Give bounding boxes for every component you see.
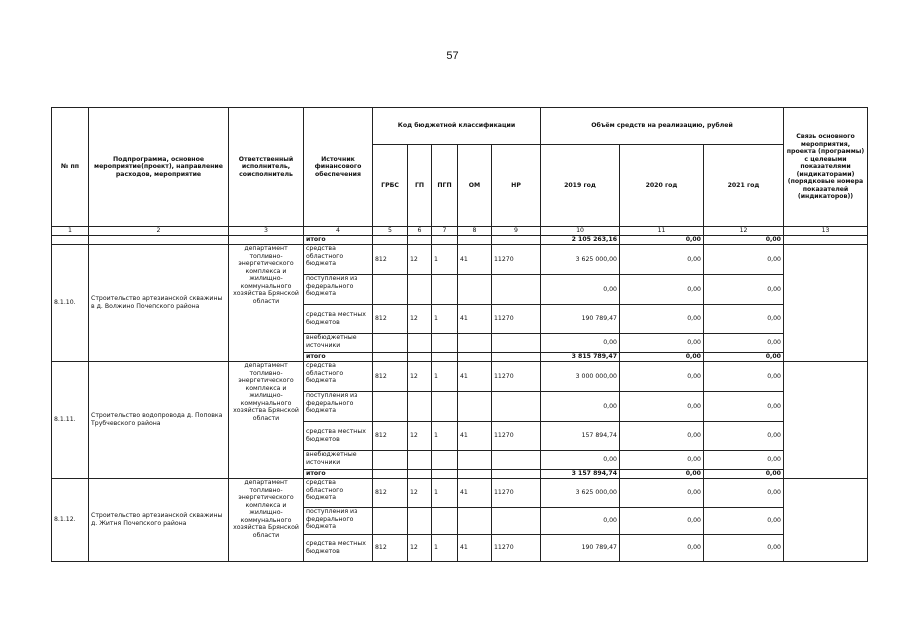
- value-2020: 0,00: [620, 245, 704, 275]
- source-cell: средства местных бюджетов: [304, 422, 373, 451]
- pgp-cell: 1: [432, 362, 458, 392]
- value-2019: 0,00: [541, 275, 620, 305]
- link-cell: [784, 479, 868, 562]
- pgp-cell: 1: [432, 422, 458, 451]
- column-number: 3: [229, 227, 304, 236]
- header-budget-code: Код бюджетной классификации: [373, 108, 541, 145]
- total-label: итого: [304, 353, 373, 362]
- total-2019: 3 157 894,74: [541, 470, 620, 479]
- link-cell: [784, 245, 868, 362]
- value-2020: 0,00: [620, 275, 704, 305]
- total-2020: 0,00: [620, 236, 704, 245]
- header-grbs: ГРБС: [373, 145, 408, 227]
- gp-cell: [408, 451, 432, 470]
- pgp-cell: [432, 334, 458, 353]
- column-number: 2: [89, 227, 229, 236]
- column-number: 12: [704, 227, 784, 236]
- pgp-cell: [432, 451, 458, 470]
- om-cell: 41: [458, 362, 492, 392]
- value-2021: 0,00: [704, 479, 784, 508]
- grbs-cell: 812: [373, 362, 408, 392]
- np-cell: 11270: [492, 362, 541, 392]
- item-name: Строительство водопровода д. Поповка Трубчевского района: [89, 362, 229, 479]
- value-2021: 0,00: [704, 422, 784, 451]
- gp-cell: [408, 275, 432, 305]
- om-cell: 41: [458, 245, 492, 275]
- item-responsible: департамент топливно-энергетического комплекса и жилищно-коммунального хозяйства Брянской области: [229, 479, 304, 562]
- total-2020: 0,00: [620, 470, 704, 479]
- table-row: [52, 362, 868, 392]
- column-number: 10: [541, 227, 620, 236]
- pgp-cell: [432, 508, 458, 535]
- source-cell: средства областного бюджета: [304, 362, 373, 392]
- item-responsible: департамент топливно-энергетического комплекса и жилищно-коммунального хозяйства Брянской области: [229, 362, 304, 479]
- total-label: итого: [304, 470, 373, 479]
- item-name: Строительство артезианской скважины д. Житня Почепского района: [89, 479, 229, 562]
- header-2021: 2021 год: [704, 145, 784, 227]
- header-source: Источник финансового обеспечения: [304, 108, 373, 227]
- gp-cell: 12: [408, 245, 432, 275]
- grbs-cell: [373, 392, 408, 422]
- value-2021: 0,00: [704, 451, 784, 470]
- total-row: [52, 236, 868, 245]
- header-np: НР: [492, 145, 541, 227]
- np-cell: [492, 508, 541, 535]
- pgp-cell: 1: [432, 305, 458, 334]
- header-2020: 2020 год: [620, 145, 704, 227]
- link-cell: [784, 362, 868, 479]
- value-2020: 0,00: [620, 422, 704, 451]
- column-number: 8: [458, 227, 492, 236]
- value-2020: 0,00: [620, 334, 704, 353]
- source-cell: поступления из федерального бюджета: [304, 508, 373, 535]
- page-number: 57: [446, 50, 459, 62]
- om-cell: [458, 508, 492, 535]
- grbs-cell: 812: [373, 535, 408, 562]
- om-cell: 41: [458, 535, 492, 562]
- item-responsible: департамент топливно-энергетического комплекса и жилищно-коммунального хозяйства Брянской области: [229, 245, 304, 362]
- column-number: 5: [373, 227, 408, 236]
- value-2021: 0,00: [704, 305, 784, 334]
- header-responsible: Ответственный исполнитель, соисполнитель: [229, 108, 304, 227]
- source-cell: средства местных бюджетов: [304, 305, 373, 334]
- gp-cell: [408, 334, 432, 353]
- np-cell: 11270: [492, 305, 541, 334]
- budget-table: [51, 107, 868, 562]
- value-2019: 0,00: [541, 334, 620, 353]
- gp-cell: 12: [408, 305, 432, 334]
- total-2020: 0,00: [620, 353, 704, 362]
- header-2019: 2019 год: [541, 145, 620, 227]
- header-om: ОМ: [458, 145, 492, 227]
- value-2019: 190 789,47: [541, 535, 620, 562]
- header-pgp: ПГП: [432, 145, 458, 227]
- grbs-cell: [373, 451, 408, 470]
- source-cell: поступления из федерального бюджета: [304, 392, 373, 422]
- item-number: 8.1.12.: [52, 479, 89, 562]
- value-2019: 3 625 000,00: [541, 245, 620, 275]
- np-cell: 11270: [492, 245, 541, 275]
- value-2020: 0,00: [620, 479, 704, 508]
- gp-cell: 12: [408, 422, 432, 451]
- grbs-cell: 812: [373, 422, 408, 451]
- source-cell: средства областного бюджета: [304, 479, 373, 508]
- om-cell: [458, 392, 492, 422]
- pgp-cell: [432, 275, 458, 305]
- pgp-cell: 1: [432, 535, 458, 562]
- om-cell: 41: [458, 422, 492, 451]
- value-2019: 157 894,74: [541, 422, 620, 451]
- gp-cell: [408, 508, 432, 535]
- np-cell: [492, 392, 541, 422]
- grbs-cell: [373, 275, 408, 305]
- item-number: 8.1.11.: [52, 362, 89, 479]
- header-num: № пп: [52, 108, 89, 227]
- value-2021: 0,00: [704, 508, 784, 535]
- header-gp: ГП: [408, 145, 432, 227]
- source-cell: средства областного бюджета: [304, 245, 373, 275]
- value-2020: 0,00: [620, 451, 704, 470]
- value-2021: 0,00: [704, 275, 784, 305]
- value-2021: 0,00: [704, 362, 784, 392]
- column-number: 9: [492, 227, 541, 236]
- column-number: 7: [432, 227, 458, 236]
- value-2020: 0,00: [620, 362, 704, 392]
- source-cell: внебюджетные источники: [304, 451, 373, 470]
- grbs-cell: 812: [373, 479, 408, 508]
- om-cell: 41: [458, 305, 492, 334]
- table-row: [52, 479, 868, 508]
- om-cell: 41: [458, 479, 492, 508]
- value-2021: 0,00: [704, 245, 784, 275]
- item-number: 8.1.10.: [52, 245, 89, 362]
- pgp-cell: 1: [432, 479, 458, 508]
- grbs-cell: 812: [373, 305, 408, 334]
- value-2020: 0,00: [620, 392, 704, 422]
- column-number: 6: [408, 227, 432, 236]
- column-number: 4: [304, 227, 373, 236]
- total-2021: 0,00: [704, 353, 784, 362]
- column-numbers-row: [52, 227, 868, 236]
- value-2019: 3 000 000,00: [541, 362, 620, 392]
- np-cell: [492, 334, 541, 353]
- value-2019: 0,00: [541, 451, 620, 470]
- om-cell: [458, 451, 492, 470]
- gp-cell: 12: [408, 479, 432, 508]
- total-2021: 0,00: [704, 236, 784, 245]
- grbs-cell: 812: [373, 245, 408, 275]
- item-name: Строительство артезианской скважины в д. Волжино Почепского района: [89, 245, 229, 362]
- total-2019: 2 105 263,16: [541, 236, 620, 245]
- total-label: итого: [304, 236, 373, 245]
- total-2021: 0,00: [704, 470, 784, 479]
- header-subprogram: Подпрограмма, основное мероприятие(проект), направление расходов, мероприятие: [89, 108, 229, 227]
- header-link: Связь основного мероприятия, проекта (программы) с целевыми показателями (индикаторами) (порядковые номера показателей (индикаторов)): [784, 108, 868, 227]
- source-cell: поступления из федерального бюджета: [304, 275, 373, 305]
- column-number: 1: [52, 227, 89, 236]
- om-cell: [458, 275, 492, 305]
- om-cell: [458, 334, 492, 353]
- value-2021: 0,00: [704, 392, 784, 422]
- grbs-cell: [373, 508, 408, 535]
- gp-cell: 12: [408, 362, 432, 392]
- total-2019: 3 815 789,47: [541, 353, 620, 362]
- source-cell: средства местных бюджетов: [304, 535, 373, 562]
- pgp-cell: 1: [432, 245, 458, 275]
- value-2019: 3 625 000,00: [541, 479, 620, 508]
- table-row: [52, 245, 868, 275]
- gp-cell: [408, 392, 432, 422]
- pgp-cell: [432, 392, 458, 422]
- column-number: 13: [784, 227, 868, 236]
- np-cell: [492, 451, 541, 470]
- value-2019: 0,00: [541, 508, 620, 535]
- np-cell: 11270: [492, 535, 541, 562]
- value-2019: 190 789,47: [541, 305, 620, 334]
- column-number: 11: [620, 227, 704, 236]
- source-cell: внебюджетные источники: [304, 334, 373, 353]
- value-2019: 0,00: [541, 392, 620, 422]
- np-cell: [492, 275, 541, 305]
- np-cell: 11270: [492, 422, 541, 451]
- gp-cell: 12: [408, 535, 432, 562]
- value-2020: 0,00: [620, 535, 704, 562]
- value-2020: 0,00: [620, 305, 704, 334]
- value-2021: 0,00: [704, 334, 784, 353]
- value-2020: 0,00: [620, 508, 704, 535]
- grbs-cell: [373, 334, 408, 353]
- value-2021: 0,00: [704, 535, 784, 562]
- np-cell: 11270: [492, 479, 541, 508]
- header-volume: Объём средств на реализацию, рублей: [541, 108, 784, 145]
